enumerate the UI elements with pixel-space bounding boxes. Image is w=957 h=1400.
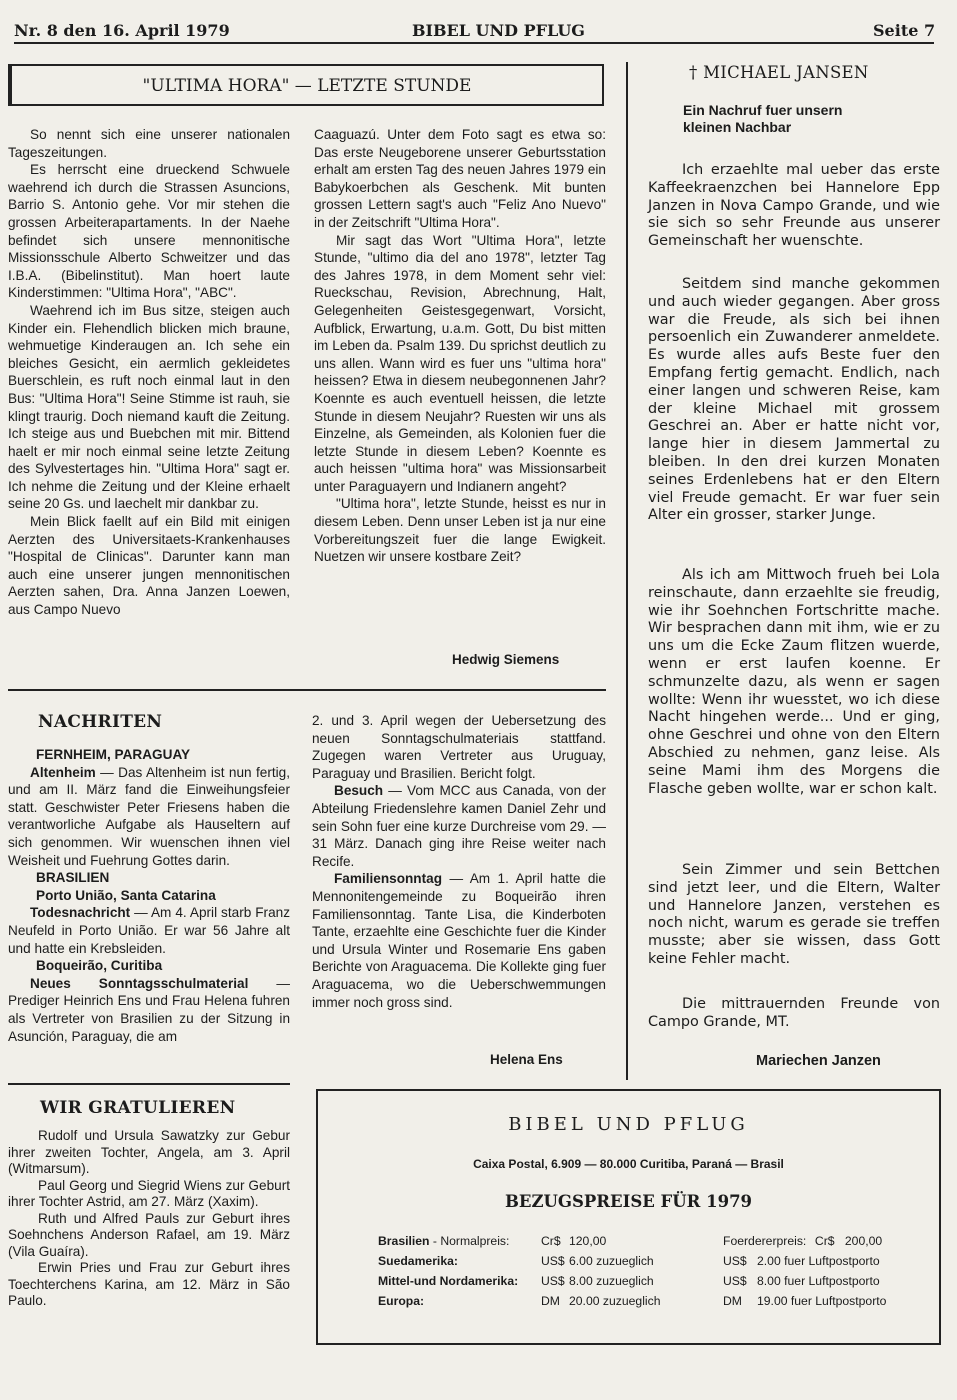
familie-text: — Am 1. April hatte die Mennonitengemeinde zu Boqueirão ihren Familiensonntag. Tante Lisa, die Kinderboten Tante, erzaehlte eine Geschichte fuer die Kinder und Ursula Winter und Rosemarie Ens gaben Berichte von Araguacema. Die Kollekte ging fuer Araguacema, wo die Ueberschwemmungen immer noch gross sind.	[312, 871, 606, 1010]
obituary-subtitle-line-2: kleinen Nachbar	[683, 119, 792, 135]
obituary-text: Sein Zimmer und sein Bettchen sind jetzt leer, und die Eltern, Walter und Hannelore Janzen, verstehen es noch nicht, warum es gerade sie treffen musste; aber sie wissen, dass Gott keine Fehler macht.	[648, 862, 940, 967]
obituary-title: † MICHAEL JANSEN	[689, 63, 869, 82]
price-note: zuzueglich	[602, 1294, 661, 1308]
price-currency: US$	[541, 1254, 565, 1268]
price-currency-b: DM	[723, 1294, 742, 1308]
obituary-subtitle	[683, 102, 842, 136]
news-column-1	[8, 746, 290, 1045]
ultima-paragraph: Es herrscht eine drueckend Schwuele waehrend ich durch die Strassen Asuncions, Barrio S. Antonio gehe. Vor mir stehen die grossen Arbeiterapartaments. In der Naehe befindet sich unsere mennonitische Missionsschule Alberto Schweitzer und das I.B.A. (Bibelinstitut). Man hoert laute Kinderstimmen: "Ultima Hora", "ABC".	[8, 162, 290, 301]
region-brasilien: BRASILIEN	[36, 870, 110, 886]
obituary-paragraph-3	[648, 567, 940, 798]
price-value-b: 8.00	[757, 1274, 781, 1288]
ultima-paragraph: Mir sagt das Wort "Ultima Hora", letzte Stunde, "ultimo dia del ano 1978", letzter Tag des Jahres 1978, in dem Moment sehr viel: Rueckschau, Revision, Abrechnung, Halt, Gelegenheiten Geistesgegenwart, Vorsicht, Aufblick, Erwartung, u.a.m. Gott, Du bist mitten im Leben da. Psalm 139. Du sprichst deutlich zu uns allen. Wann wird es fuer uns "ultima hora" heissen? Etwa in diesem neubegonnenen Jahr? Koennte es auch eventuell heissen, die letzte Stunde in diesem Neujahr? Ruesten wir uns als Einzelne, als Gemeinden, als Kolonien fuer die letzte Stunde in diesem Leben? Koennte es auch heissen "ultima hora" was Missionsarbeit unter Paraguayern und Indianern angeht?	[314, 232, 606, 494]
price-note: zuzueglich	[596, 1274, 654, 1288]
price-currency: DM	[541, 1294, 560, 1308]
ultima-paragraph: "Ultima hora", letzte Stunde, heisst es nur in diesem Leben. Denn unser Leben ist ja nur eine Vorbereitungszeit fuer die lange Ewigkeit. Nuetzen wir unsere kostbare Zeit?	[314, 496, 606, 565]
subscription-box	[316, 1089, 941, 1345]
news-title: NACHRITEN	[38, 712, 163, 732]
price-note-b: fuer Luftpostporto	[784, 1274, 880, 1288]
obituary-text: Seitdem sind manche gekommen und auch wieder gegangen. Aber gross war die Freude, als sich bei ihnen persoenlich ein Zuwanderer anmeldete. Es wurde alles aufs Beste fuer den Empfang fertig gemacht. Endlich, nach einer langen und schweren Reise, kam der kleine Michael mit grossem Geschrei an. Aber er hatte nicht vor, lange hier in diesem Jammertal zu bleiben. In den drei kurzen Monaten seines Erdenlebens hat er den Eltern viel Freude gemacht. Er war fuer sein Alter ein grosser, starker Junge.	[648, 276, 940, 524]
todes-label: Todesnachricht	[30, 905, 131, 921]
ultima-paragraph: So nennt sich eine unserer nationalen Tageszeitungen.	[8, 127, 290, 160]
place-boqueirao: Boqueirão, Curitiba	[36, 958, 163, 974]
todes-text: — Am 4. April starb Franz Neufeld in Porto União. Er war 56 Jahre alt und hatte ein Krebsleiden.	[8, 905, 290, 956]
price-table	[378, 1231, 886, 1311]
congrats-title: WIR GRATULIEREN	[40, 1098, 236, 1118]
price-note-b: fuer Luftpostporto	[784, 1254, 880, 1268]
price-value: 6.00	[569, 1254, 593, 1268]
congrats-item: Rudolf und Ursula Sawatzky zur Gebur ihrer zweiten Tochter, Angela, am 3. April (Witmarsum).	[8, 1128, 290, 1176]
price-note-b: fuer Luftpostporto	[790, 1294, 887, 1308]
familie-label: Familiensonntag	[334, 871, 443, 887]
region-fernheim: FERNHEIM, PARAGUAY	[36, 747, 191, 762]
subscription-heading: BEZUGSPREISE FÜR 1979	[504, 1192, 753, 1211]
news-continued: 2. und 3. April wegen der Uebersetzung des neuen Sonntagschulmateriais stattfand. Zugegen waren Vertreter aus Uruguay, Paraguay und Brasilien. Bericht folgt.	[312, 713, 606, 781]
price-value-b: 200,00	[844, 1234, 883, 1248]
news-column-2	[312, 712, 606, 1011]
price-row	[378, 1291, 886, 1311]
price-region: Brasilien	[378, 1234, 430, 1248]
subscription-address: Caixa Postal, 6.909 — 80.000 Curitiba, Paraná — Brasil	[473, 1157, 784, 1171]
masthead: BIBEL UND PFLUG	[412, 21, 585, 40]
price-value-b: 19.00	[757, 1294, 788, 1308]
header-rule	[14, 42, 934, 44]
altenheim-text: — Das Altenheim ist nun fertig, und am II. März fand die Einweihungsfeier statt. Geschwister Peter Friesens haben die verantworliche Aufgabe als Hauseltern auf sich genommen. Wir wuenschen ihnen viel Weisheit und Fuehrung Gottes darin.	[8, 764, 290, 868]
page-number: Seite 7	[873, 21, 936, 40]
price-row	[378, 1251, 886, 1271]
besuch-text: — Vom MCC aus Canada, von der Abteilung Friedenslehre kamen Daniel Zehr und sein Sohn fuer eine kurze Durchreise vom 29. — 31 März. Danach ging ihre Reise weiter nach Recife.	[312, 783, 606, 869]
ultima-paragraph: Waehrend ich im Bus sitze, steigen auch Kinder ein. Flehendlich blicken mich braune, wehmuetige Kinderaugen an. Ich sehe ein bleiches Gesicht, ein aermlich gekleidetes Buerschlein, es ruft noch einmal laut in den Bus: "Ultima Hora"! Seine Stimme ist rauh, sie klingt traurig. Doch niemand kauft die Zeitung. Ich steige aus und Buebchen mit mir. Bittend haelt er mir noch einmal seine letzte Zeitung des Sylvestertages hin. "Ultima Hora" sagt er. Ich nehme die Zeitung und der Kleine erhaelt seine 20 Gs. und laechelt mir dankbar zu.	[8, 302, 290, 512]
obituary-paragraph-1	[648, 162, 940, 251]
altenheim-label: Altenheim	[30, 764, 96, 780]
issue-date: Nr. 8 den 16. April 1979	[14, 21, 230, 40]
price-value-b: 2.00	[757, 1254, 781, 1268]
ultima-signature: Hedwig Siemens	[452, 652, 560, 667]
besuch-label: Besuch	[334, 783, 384, 799]
congrats-item: Paul Georg und Siegrid Wiens zur Geburt ihrer Tochter Astrid, am 27. März (Xaxim).	[8, 1177, 290, 1209]
price-region: Europa:	[378, 1294, 425, 1308]
ultima-paragraph: Caaguazú. Unter dem Foto sagt es etwa so: Das erste Neugeborene unserer Geburtsstation erhalt am ersten Tag des neuen Jahres 1979 ein Babykoerbchen als Geschenk. Mit bunten grossen Lettern sagt's auch "Feliz Ano Nuevo" in der Zeitschrift "Ultima Hora".	[314, 127, 606, 230]
price-label-b: Foerdererpreis:	[723, 1234, 807, 1248]
obituary-signature: Mariechen Janzen	[756, 1053, 881, 1069]
ultima-column-1	[8, 126, 290, 619]
section-rule	[8, 689, 606, 691]
price-region: Suedamerika:	[378, 1254, 458, 1268]
price-note: zuzueglich	[596, 1254, 654, 1268]
ultima-title-box	[8, 64, 604, 106]
congrats-list	[8, 1128, 290, 1310]
price-currency-b: US$	[723, 1274, 747, 1288]
congrats-item: Ruth und Alfred Pauls zur Geburt ihres Soehnchens Anderson Rafael, am 19. März (Vila Guaíra).	[8, 1210, 290, 1259]
obituary-text: Die mittrauernden Freunde von Campo Grande, MT.	[648, 996, 940, 1030]
obituary-subtitle-line-1: Ein Nachruf fuer unsern	[683, 102, 843, 118]
price-value: 20.00	[569, 1294, 600, 1308]
obituary-text: Als ich am Mittwoch frueh bei Lola reinschaute, dann erzaehlte sie freudig, wie ihr Soehnchen Fortschritte mache. Wir besprachen dann mit ihm, wie er zu uns um die Ecke Zaum flitzen wuerde, wenn er erst laufen koenne. Er schmunzelte dazu, als wenn er sagen wollte: Wenn ihr wuesstet, wo ich diese Nacht hingehen werde... Und er ging, ohne Geschrei und ohne von den Eltern Abschied zu nehmen, ganz leise. Als seine Mami ihm des Morgens die Flasche geben wollte, war er schon kalt.	[648, 567, 940, 797]
ultima-paragraph: Mein Blick faellt auf ein Bild mit einigen Aerzten des Universitaets-Krankenhauses "Hospital de Clinicas". Darunter kann man auch eine unserer jungen mennonitischen Aerzten sahen, Dra. Anna Janzen Loewen, aus Campo Nuevo	[8, 514, 290, 618]
price-currency-b: US$	[723, 1254, 747, 1268]
subscription-title: BIBEL UND PFLUG	[508, 1114, 749, 1135]
price-currency: US$	[541, 1274, 565, 1288]
obituary-paragraph-5	[648, 996, 940, 1032]
price-value: 120,00	[569, 1234, 607, 1248]
congrats-item: Erwin Pries und Frau zur Geburt ihres Toechterchens Karina, am 12. März in São Paulo.	[8, 1260, 290, 1308]
neues-text: — Prediger Heinrich Ens und Frau Helena fuhren als Vertreter von Brasilien zu der Sitzung in Asunción, Paraguay, die am	[8, 975, 290, 1044]
neues-label: Neues Sonntagsschulmaterial	[30, 975, 249, 991]
news-signature: Helena Ens	[490, 1052, 563, 1067]
obituary-paragraph-4	[648, 862, 940, 969]
ultima-column-2	[314, 126, 606, 566]
price-region: Mittel-und Nordamerika:	[378, 1274, 519, 1288]
price-currency: Cr$	[541, 1234, 561, 1248]
price-value: 8.00	[569, 1274, 593, 1288]
section-rule	[8, 1083, 290, 1085]
price-region-extra: - Normalpreis:	[429, 1234, 510, 1248]
obituary-paragraph-2	[648, 276, 940, 525]
obituary-text: Ich erzaehlte mal ueber das erste Kaffeekraenzchen bei Hannelore Epp Janzen in Nova Campo Grande, und wie sie sich so sehr Freunde aus unserer Gemeinschaft her wuenschte.	[648, 162, 940, 250]
place-porto-uniao: Porto União, Santa Catarina	[36, 887, 216, 903]
price-row	[378, 1231, 886, 1251]
ultima-title: "ULTIMA HORA" — LETZTE STUNDE	[142, 76, 472, 96]
price-currency-b: Cr$	[814, 1234, 835, 1248]
price-row	[378, 1271, 886, 1291]
column-divider	[626, 62, 628, 1080]
